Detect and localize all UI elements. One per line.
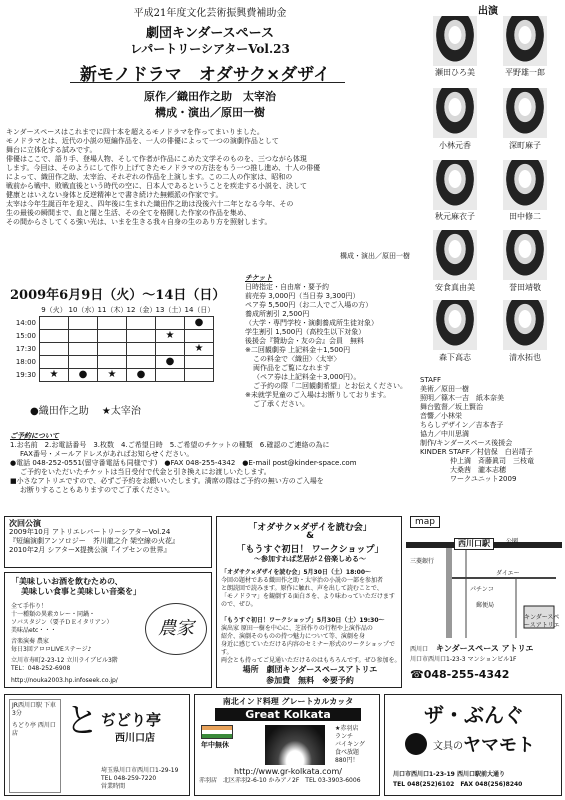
- stationery-tel: TEL 048(252)6102 FAX 048(256)8240: [393, 781, 523, 788]
- stationery-address: 川口市西川口1-23-19 西川口駅前大通り: [393, 771, 505, 778]
- cast-photo: [503, 160, 547, 210]
- schedule-table: [6, 304, 214, 382]
- title-rule: [70, 82, 345, 83]
- time-label: 19:30: [15, 371, 36, 379]
- ad-tagline: 「美味しいお酒を飲むための、 美味しい食事と美味しい音楽を」: [11, 577, 141, 596]
- time-label: 14:00: [15, 319, 36, 327]
- time-label: 15:00: [15, 332, 36, 340]
- workshop-title-a: 「オダサク×ダザイを読む会」: [248, 523, 372, 533]
- cast-name: 深町麻子: [509, 141, 541, 150]
- cast-photo: [503, 230, 547, 280]
- map-address: 川口市西川口1-23-3 マンションビル1F: [410, 656, 517, 663]
- ad-url[interactable]: http://nouka2003.hp.infoseek.co.jp/: [11, 677, 118, 684]
- staff-list: STAFF 美術／原田一樹 照明／篠木一吉 紙本奈美 舞台監督／坂上賢治 音響／小林栄 ちらしデザイン／吉本杏子 協力／中川思満 制作/キンダースペース後援会 KINDER STAFF／村信保 白岩靖子 仲上満 斉藤眞司 三枝竜 大桑茜 瀧本志穂 ワークユニット2009: [420, 376, 534, 483]
- intro-signature: 構成・演出／原田一樹: [340, 252, 410, 260]
- day-header: 13（土）: [155, 306, 186, 314]
- cast-photo: [433, 300, 477, 350]
- ad-stationery-yamamoto: [384, 694, 562, 796]
- intro-text: キンダースペースはこれまでに四十本を超えるモノドラマを作ってまいりました。 モノドラマとは、近代の小説の短編作品を、一人の俳優によって一つの演劇作品として 舞台に立体化する試みです。 俳優はここで、語り手、登場人物、そして作者が作品にこめた文学そのものを、三つながら体現 します。今回は、そのようにして作り上げてきたモノドラマの方法をもう一つ推し進め、十人の俳優 によって、織田作之助、太宰治、それぞれの作品を上演します。この二人の作家は、昭和の 戦前から戦中、敗戦直後という時代の空に、日本人であるということを疾走する小説を、決して 健康とはいえない身体と反逆精神とで書き続けた無頼派の作家です。 太宰は今年生誕百年を迎え、四年後に生まれた織田作之助は没後六十二年となる今年、その 生の最後の瞬間まで、血と闇と生活、その全てを格闘した作家の作品を集め、 その間からさしてくる強い光は、いまを生きる我々自身の生のあり方を照射します。: [6, 128, 321, 226]
- cast-heading: 出演: [478, 6, 498, 17]
- page-title: 新モノドラマ オダサク×ダザイ: [79, 65, 331, 85]
- map-venue-small: 西川口: [410, 646, 429, 653]
- cast-photo: [433, 88, 477, 138]
- company-name: 劇団キンダースペース: [145, 26, 275, 41]
- day-header: 12（金）: [126, 306, 157, 314]
- map-label: パチンコ: [470, 586, 494, 593]
- kolkata-url[interactable]: http://www.gr-kolkata.com/: [234, 767, 342, 776]
- slot-circle: ●: [194, 317, 204, 328]
- schedule-period: 2009年6月9日（火）〜14日（日）: [10, 288, 226, 303]
- stationery-logo-icon: [405, 733, 427, 755]
- india-flag-icon: [201, 725, 233, 739]
- ad-chidoritei: [4, 694, 190, 796]
- map-label: 三菱銀行: [410, 558, 435, 565]
- chidoritei-address: 埼玉県川口市西川口1-29-19: [101, 767, 179, 774]
- cast-name: 誉田靖敬: [509, 283, 541, 292]
- cast-photo: [433, 16, 477, 66]
- chidoritei-hours: 営業時間: [101, 783, 126, 790]
- workshop-event-2: 「もうすぐ初日！ワークショップ」5月30日（土）19:30〜 演出家 原田一樹を中心に、芝居作りの行程や上演作品の 紹介、演劇そのものの持つ魅力について等、演劇を身 身近に感じていただける内容のセミナー形式のワークショップです。 両会とも持ってご見通いただけるのはもちろんです。ぜひ参加を。: [221, 617, 401, 664]
- map-label: ダイエー: [496, 570, 520, 577]
- ad-menu: 全て手作り！ 十一種類の異素カレー・同鍋・ ソバスタジン（要予ＤＥイタリアン） 美味品etc・・・ 音楽演奏 農家 毎日3回アロロLIVEステージ♪ 立川市寿町2-23-12 立川ライブビル3階 TEL：048-252-6908: [11, 603, 118, 672]
- schedule-legend: ●織田作之助 ★太宰治: [30, 406, 141, 417]
- workshop-event-1: 「オダサク×ダザイを読む会」5月30日（土）18:00〜 今回の題材である織田作之助・太宰治の小説の一部を参加者 と朗読回で読みます。原作に触れ、声を出して読むことで、 「モノドラマ」を観劇する面白さを、より味わっていただけます ので、ぜひ。: [221, 569, 395, 608]
- map-heading: map: [410, 516, 440, 528]
- stationery-brand: ザ・ぶんぐ: [424, 703, 524, 727]
- chidoritei-tel: TEL 048-259-7220: [101, 775, 157, 782]
- credit-original: 原作／織田作之助 太宰治: [144, 90, 276, 103]
- chidoritei-branch: 西川口店: [115, 733, 155, 744]
- map-station: 西川口駅: [454, 538, 494, 550]
- stationery-shop: ヤマモト: [463, 735, 535, 756]
- day-header: 11（木）: [97, 306, 128, 314]
- cast-name: 小林元香: [439, 141, 471, 150]
- slot-circle: ●: [165, 356, 175, 367]
- cast-name: 清水拓也: [509, 353, 541, 362]
- cast-name: 森下高志: [439, 353, 471, 362]
- slot-star: ★: [194, 343, 204, 354]
- chidoritei-map: JR西川口駅 下車3分 ちどり亭 西川口店: [9, 699, 61, 793]
- day-header: 10（水）: [68, 306, 99, 314]
- cast-name: 安食真由美: [435, 283, 475, 292]
- kolkata-top: 南北インド料理 グレートカルカッタ: [222, 697, 354, 706]
- cast-photo: [503, 88, 547, 138]
- kolkata-name: Great Kolkata: [215, 708, 361, 721]
- credit-direction: 構成・演出／原田一樹: [155, 106, 265, 119]
- map-tel: ☎048-255-4342: [410, 668, 510, 681]
- chidoritei-mark: と: [65, 701, 99, 741]
- slot-star: ★: [165, 330, 175, 341]
- map-label: キンダースペースアトリエ: [524, 614, 560, 629]
- cast-photo: [503, 16, 547, 66]
- cast-photo: [433, 160, 477, 210]
- nouka-logo: 農家: [145, 603, 207, 655]
- map-venue: キンダースペース アトリエ: [436, 644, 534, 653]
- slot-circle: ●: [78, 369, 88, 380]
- slot-circle: ●: [136, 369, 146, 380]
- booking-info: ご予約について 1.お名前 2.お電話番号 3.枚数 4.ご希望日時 5.ご希望のチケットの種類 6.確認のご連絡の為に FAX番号・メールアドレスがあればお知らせください。 ●電話 048-252-0551(留守番電話も同様です) ●FAX 048-255-4342 ●E-mail post@kinder-space.com ご予約をいただいたチケットは当日受付で代金と引き換えにお渡しいたします。 ■小さなアトリエですので、必ずご予約をお願いいたします。満席の際はご予約の無い方のご入場を お断りすることもありますのでご了承ください。: [10, 432, 357, 494]
- kolkata-branches: 赤羽店 北区赤羽2-6-10 かみアノ2F TEL 03-3903-6006: [199, 777, 361, 784]
- workshop-sub: 〜参加すれば芝居が２倍楽しめる〜: [254, 555, 366, 563]
- slot-star: ★: [107, 369, 117, 380]
- next-performance: 次回公演 2009年10月 アトリエレパートリーシアターVol.24 『短編演劇アンソロジー 芥川龍之介 架空線の火花』 2010年2月 シアターX提携公演『イプセンの世界』: [4, 516, 212, 568]
- ad-restaurant-nouka: [4, 572, 212, 688]
- map-label: 公園: [506, 538, 519, 545]
- cast-name: 平野雄一郎: [505, 68, 545, 77]
- phone-icon: ☎: [410, 668, 424, 681]
- kolkata-lunch: ★赤羽店 ランチ バイキング 食べ放題 880円！: [335, 725, 365, 764]
- workshop-fee: 参加費 無料 ※要予約: [266, 676, 354, 685]
- cast-photo: [503, 300, 547, 350]
- cast-name: 田中修二: [509, 212, 541, 221]
- map-panel: [406, 516, 562, 688]
- workshop-place: 場所 劇団キンダースペースアトリエ: [242, 665, 378, 674]
- grant-line: 平成21年度文化芸術振興費補助金: [133, 8, 287, 19]
- time-label: 17:30: [15, 345, 36, 353]
- cast-photo: [433, 230, 477, 280]
- map-label: 郵便局: [476, 602, 495, 609]
- series-name: レパートリーシアターVol.23: [130, 42, 290, 56]
- kolkata-photo: [265, 725, 325, 765]
- workshop-box: [216, 516, 402, 688]
- kolkata-open: 年中無休: [201, 741, 229, 749]
- time-label: 18:00: [15, 358, 36, 366]
- cast-name: 秋元麻衣子: [435, 212, 475, 221]
- chidoritei-name: ぢどり亭: [101, 711, 162, 729]
- ticket-info: チケット 日時指定・自由席・要予約 前売券 3,000円（当日券 3,300円） ペア券 5,500円（お二人でご入場の方） 養成所割引 2,500円 （大学・専門学校・演劇養成所生徒対象） 学生割引 1,500円（高校生以下対象） 後援会『贊助会・友の会』会員 無料 ※二回観劇券 上記料金＋1,500円 この料金で〈織田〉〈太宰〉 両作品をご覧になれます （ペア券は上記料金＋3,000円）。 ご予約の際「二回観劇希望」とお伝えください。 ※未就学児童のご入場はお断りしております。 ご了承ください。: [245, 274, 407, 408]
- day-header: 9（火）: [41, 306, 67, 314]
- workshop-amp: &: [306, 531, 314, 541]
- workshop-title-b: 「もうすぐ初日！ ワークショップ」: [236, 545, 384, 555]
- ad-great-kolkata: [194, 694, 380, 796]
- day-header: 14（日）: [184, 306, 215, 314]
- slot-star: ★: [49, 369, 59, 380]
- cast-name: 瀬田ひろ美: [435, 68, 475, 77]
- stationery-prefix: 文具の: [433, 741, 463, 752]
